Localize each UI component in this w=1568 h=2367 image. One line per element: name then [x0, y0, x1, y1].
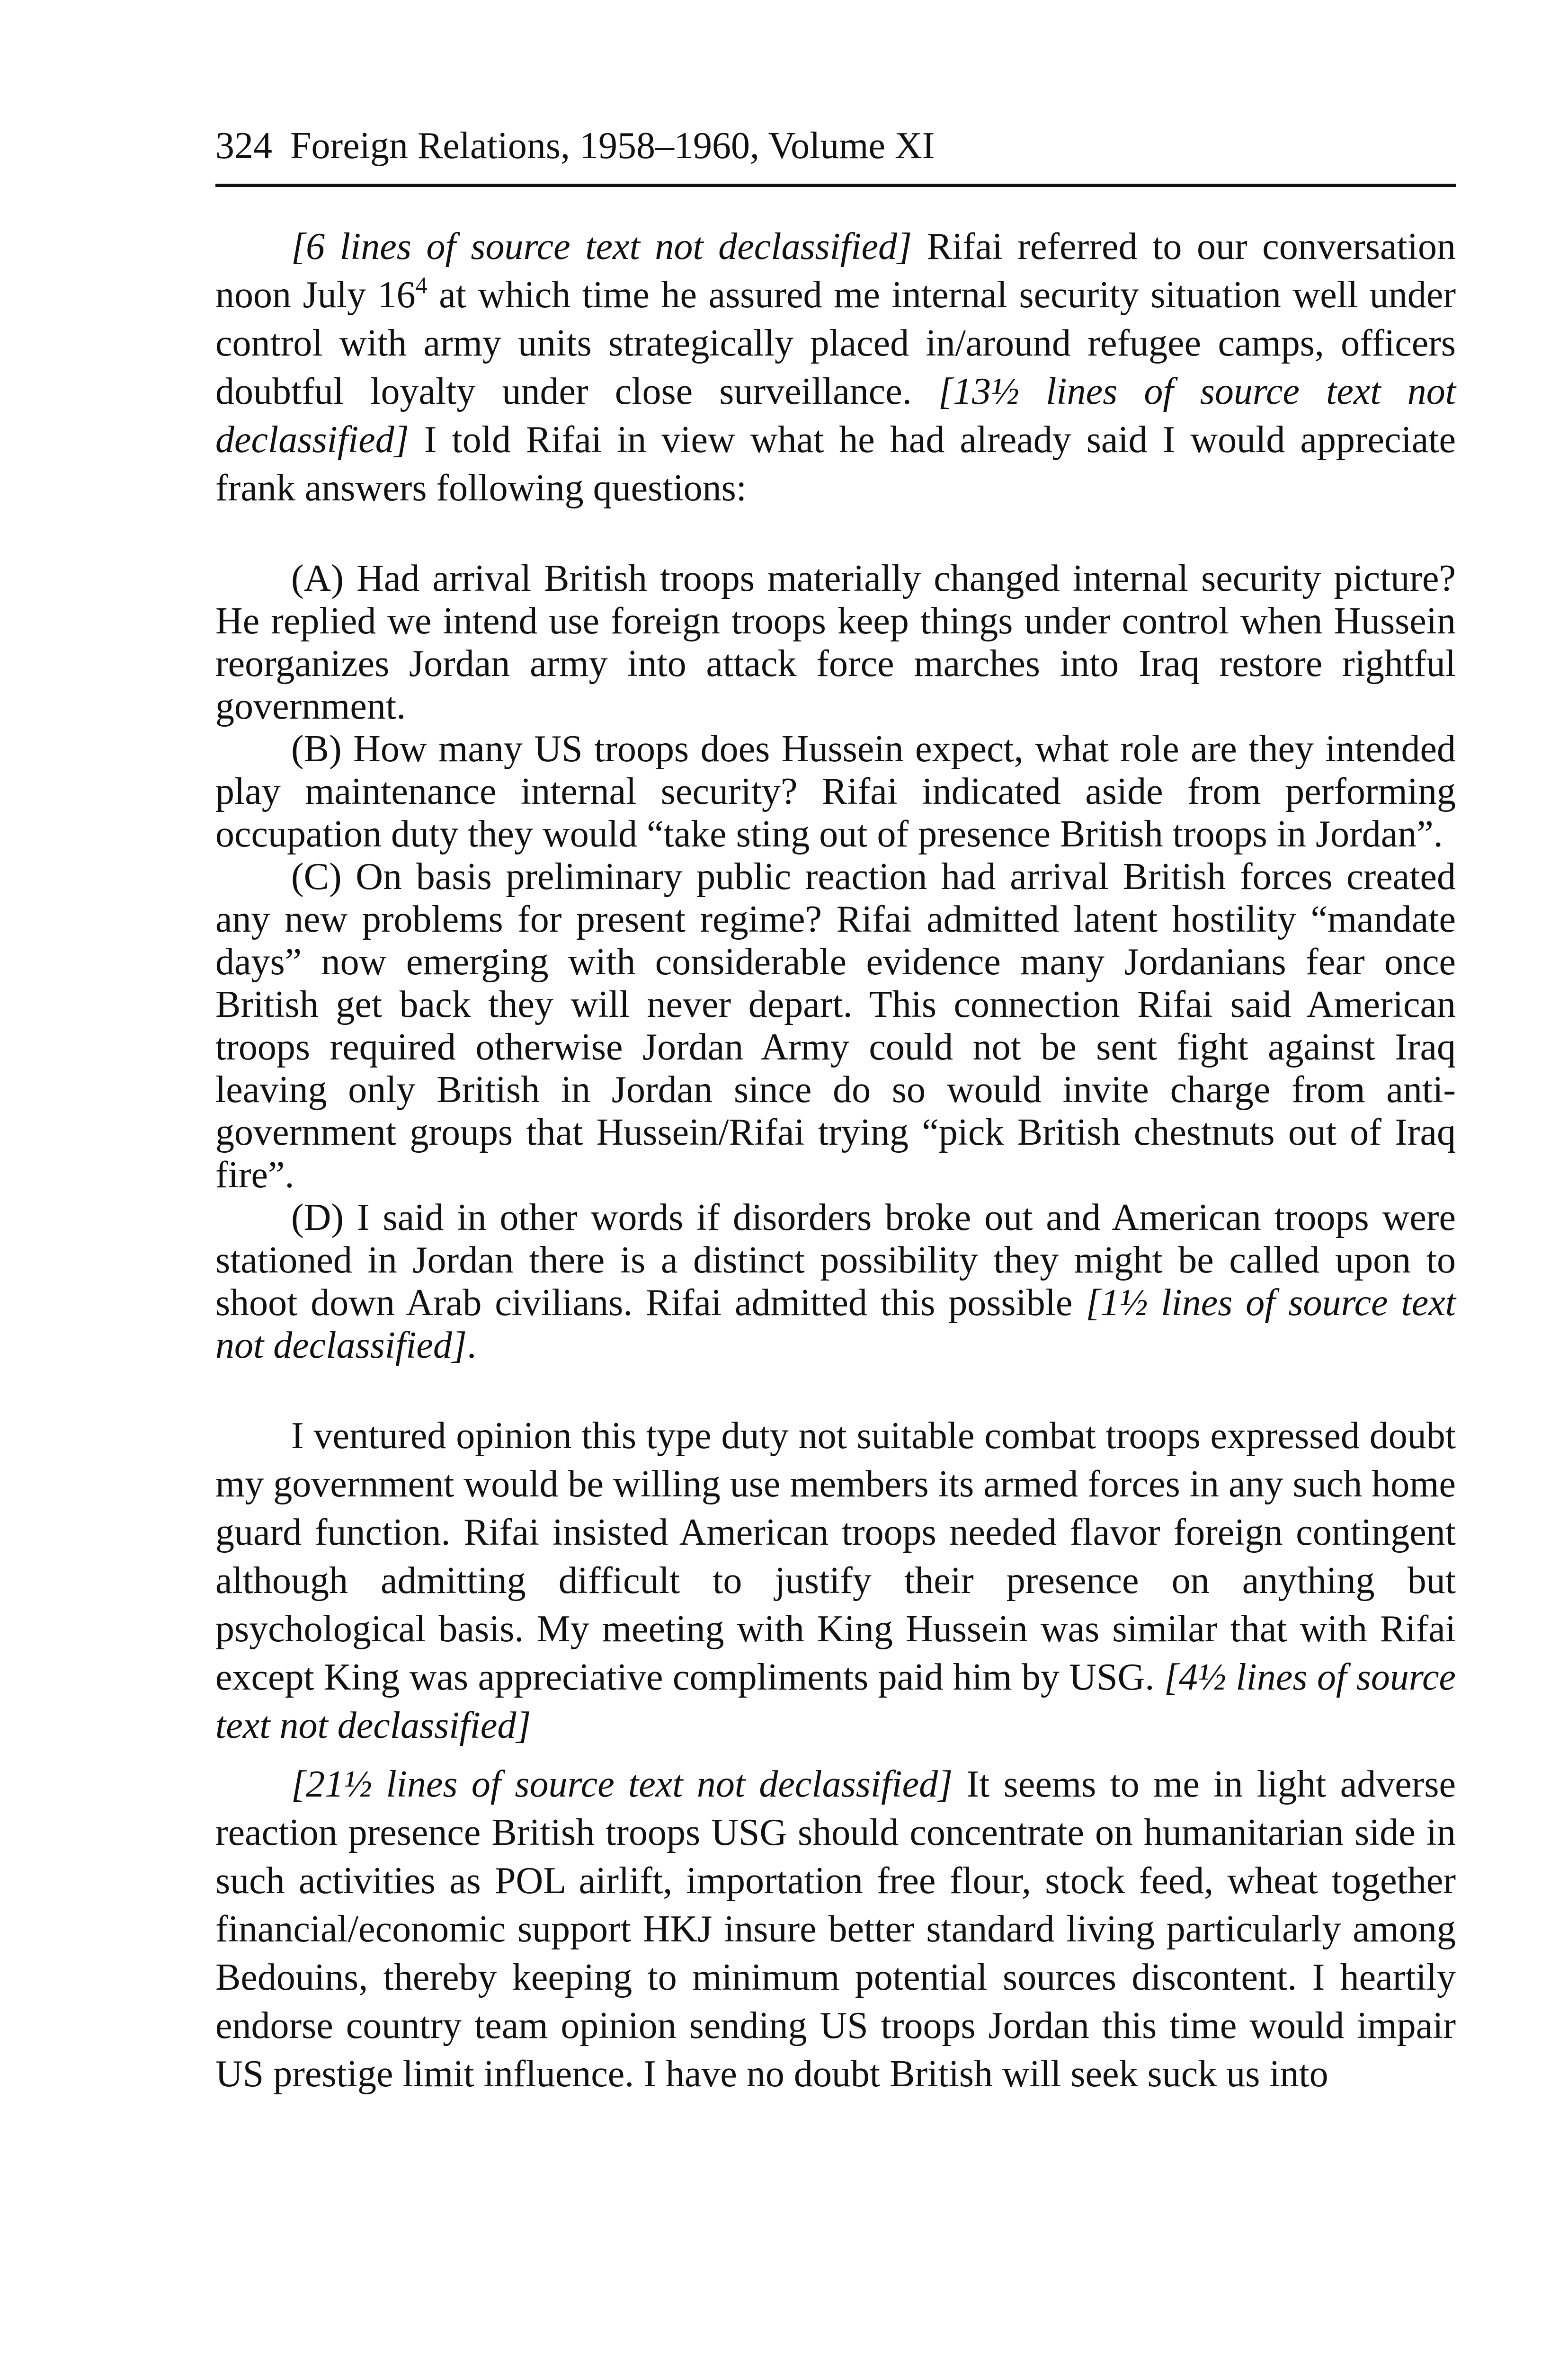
question-d: [215, 1196, 1456, 1367]
footnote-reference: 4: [415, 272, 428, 298]
running-header: [215, 122, 1456, 187]
paragraph-text: at which time he assured me internal security situation well under control with army units strategically placed in/around refugee camps, officers doubtful loyalty under close surveillance.: [215, 274, 1456, 412]
redaction-note: [6 lines of source text not declassified]: [291, 226, 912, 267]
paragraph-text: .: [467, 1325, 477, 1366]
paragraph-text: (D) I said in other words if disorders broke out and American troops were stationed in Jordan there is a distinct possibility they might be called upon to shoot down Arab civilians. Rifai admitted this possible: [215, 1197, 1456, 1324]
running-title: Foreign Relations, 1958–1960, Volume XI: [290, 125, 935, 167]
question-a: (A) Had arrival British troops materially changed internal security picture? He replied we intend use foreign troops keep things under control when Hussein reorganizes Jordan army into attack force marches into Iraq restore rightful government.: [215, 558, 1456, 727]
paragraph-text: Rifai referred to our conversation noon July 16: [215, 226, 1456, 316]
redaction-note: [4½ lines of source text not declassified]: [215, 1656, 1456, 1746]
paragraph-text: I told Rifai in view what he had already said I would appreciate frank answers following questions:: [215, 419, 1456, 509]
paragraph-2: [215, 1412, 1456, 1750]
redaction-note: [21½ lines of source text not declassified]: [291, 1763, 953, 1805]
question-b: (B) How many US troops does Hussein expect, what role are they intended play maintenance internal security? Rifai indicated aside from performing occupation duty they would “take sting out of presence British troops in Jordan”.: [215, 728, 1456, 855]
paragraph-3: [215, 1760, 1456, 2098]
paragraph-text: It seems to me in light adverse reaction presence British troops USG should concentrate on humanitarian side in such activities as POL airlift, importation free flour, stock feed, wheat together financial/economic support HKJ insure better standard living particularly among Bedouins, thereby keeping to minimum potential sources discontent. I heartily endorse country team opinion sending US troops Jordan this time would impair US prestige limit influence. I have no doubt British will seek suck us into: [215, 1763, 1456, 2095]
paragraph-text: I ventured opinion this type duty not suitable combat troops expressed doubt my government would be willing use members its armed forces in any such home guard function. Rifai insisted American troops needed flavor foreign contingent although admitting difficult to justify their presence on anything but psychological basis. My meeting with King Hussein was similar that with Rifai except King was appreciative compliments paid him by USG.: [215, 1415, 1456, 1698]
body-text: [215, 222, 1456, 2098]
redaction-note: [1½ lines of source text not declassified]: [215, 1282, 1456, 1366]
redaction-note: [13½ lines of source text not declassified]: [215, 371, 1456, 461]
paragraph-1: [215, 222, 1456, 512]
page-number: 324: [215, 125, 272, 167]
question-c: (C) On basis preliminary public reaction had arrival British forces created any new problems for present regime? Rifai admitted latent hostility “mandate days” now emerging with considerable evidence many Jordanians fear once British get back they will never depart. This connection Rifai said American troops required otherwise Jordan Army could not be sent fight against Iraq leaving only British in Jordan since do so would invite charge from anti-government groups that Hussein/Rifai trying “pick British chestnuts out of Iraq fire”.: [215, 856, 1456, 1196]
